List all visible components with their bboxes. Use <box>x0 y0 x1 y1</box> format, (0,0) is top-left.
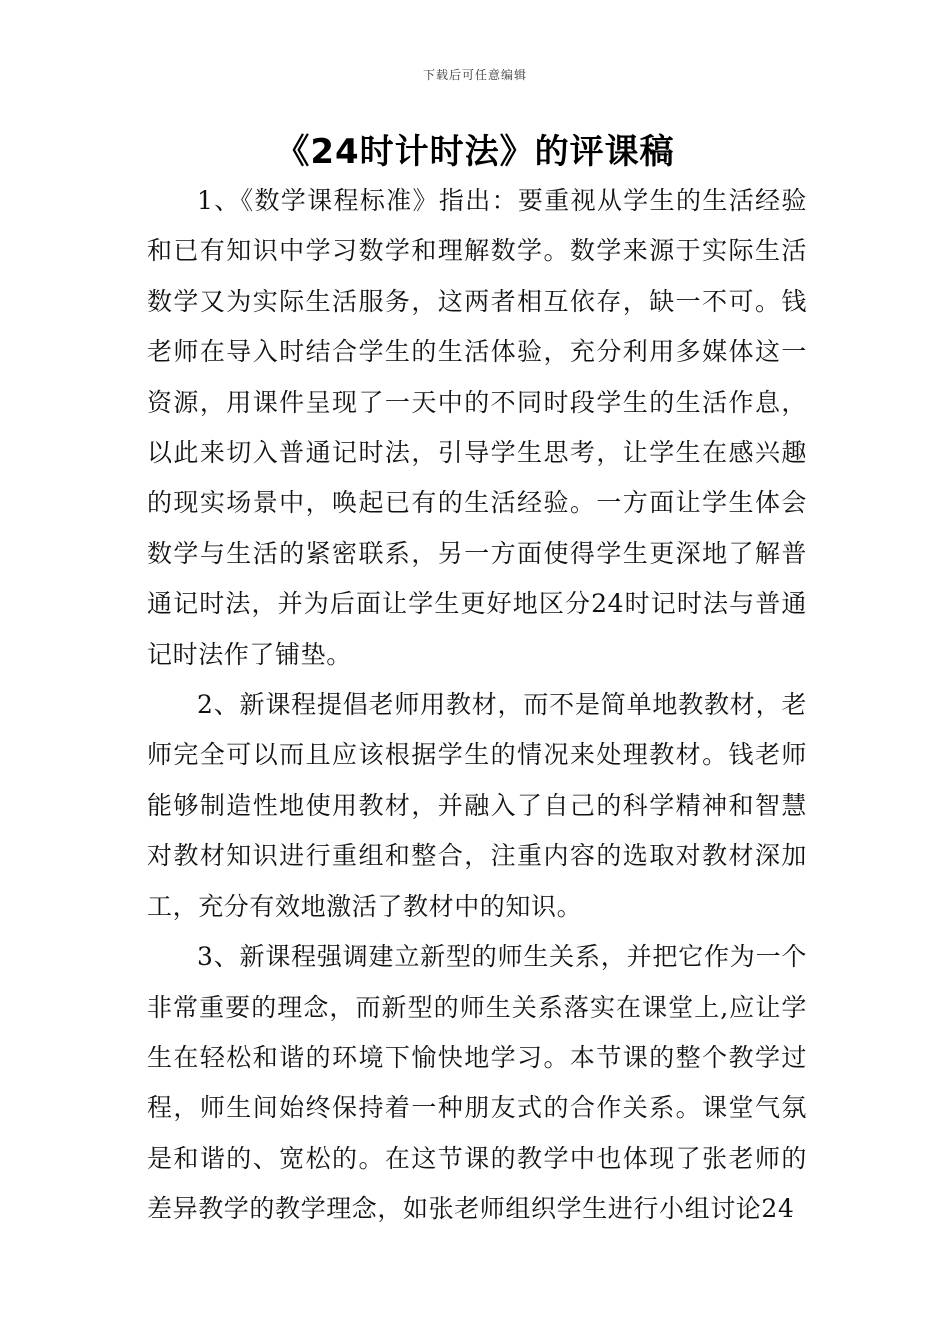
document-body <box>147 176 807 1235</box>
paragraph-3: 3、新课程强调建立新型的师生关系，并把它作为一个非常重要的理念，而新型的师生关系落实在课堂上,应让学生在轻松和谐的环境下愉快地学习。本节课的整个教学过程，师生间始终保持着一种朋友式的合作关系。课堂气氛是和谐的、宽松的。在这节课的教学中也体现了张老师的差异教学的教学理念，如张老师组织学生进行小组讨论24 <box>147 942 807 1224</box>
header-note: 下载后可任意编辑 <box>422 68 527 82</box>
paragraph-1: 1、《数学课程标准》指出：要重视从学生的生活经验和已有知识中学习数学和理解数学。数学来源于实际生活数学又为实际生活服务，这两者相互依存，缺一不可。钱老师在导入时结合学生的生活体验，充分利用多媒体这一资源，用课件呈现了一天中的不同时段学生的生活作息，以此来切入普通记时法，引导学生思考，让学生在感兴趣的现实场景中，唤起已有的生活经验。一方面让学生体会数学与生活的紧密联系，另一方面使得学生更深地了解普通记时法，并为后面让学生更好地区分24时记时法与普通记时法作了铺垫。 <box>147 186 807 669</box>
document-title: 《24时计时法》的评课稿 <box>275 132 675 172</box>
paragraph-2: 2、新课程提倡老师用教材，而不是简单地教教材，老师完全可以而且应该根据学生的情况来处理教材。钱老师能够制造性地使用教材，并融入了自己的科学精神和智慧对教材知识进行重组和整合，注重内容的选取对教材深加工，充分有效地激活了教材中的知识。 <box>147 690 807 921</box>
